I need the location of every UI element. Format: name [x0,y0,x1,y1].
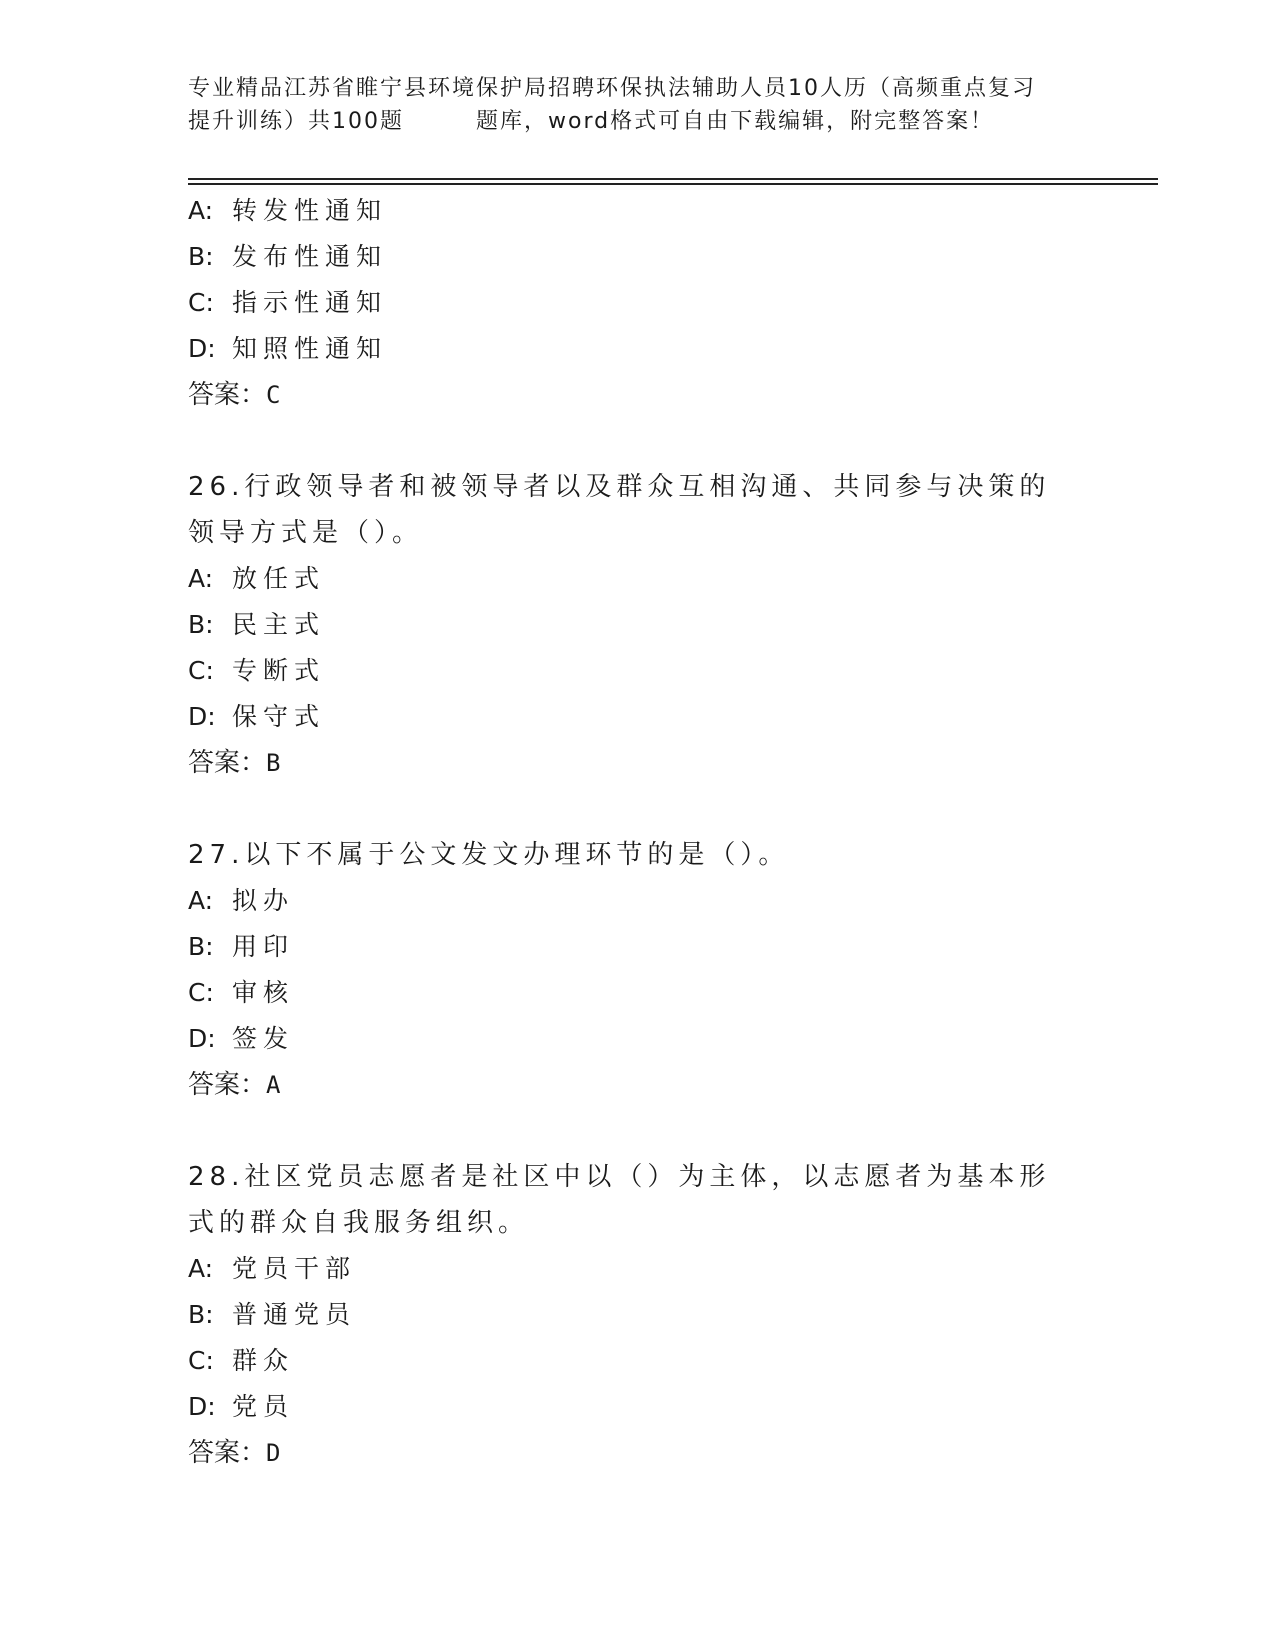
option-letter: C: [188,978,214,1007]
option-letter: D: [188,1024,216,1053]
answer-line [188,1062,1088,1108]
header-line-2 [188,105,1088,138]
option-d [188,1016,1088,1062]
option-letter: B: [188,1300,214,1329]
option-letter: D: [188,702,216,731]
answer-value: C [266,381,281,409]
question-text: 27.以下不属于公文发文办理环节的是（）。 [188,840,790,870]
answer-line [188,1430,1088,1476]
header-divider-bottom [188,183,1158,185]
question-block [188,832,1088,1108]
option-c [188,648,1088,694]
option-text: 知照性通知 [232,334,388,363]
option-letter: B: [188,932,214,961]
option-d [188,694,1088,740]
option-a [188,878,1088,924]
option-text: 签发 [232,1024,295,1053]
answer-line [188,372,1088,418]
option-letter: B: [188,610,214,639]
option-b [188,924,1088,970]
option-text: 专断式 [232,656,326,685]
option-a [188,188,1088,234]
question-block [188,188,1088,418]
option-letter: A: [188,564,214,593]
question-list [188,188,1088,1476]
option-a [188,556,1088,602]
page-header [188,72,1088,138]
header-line-2-part-b: 题库，word格式可自由下载编辑，附完整答案！ [476,109,995,134]
option-letter: A: [188,196,214,225]
option-letter: D: [188,1392,216,1421]
option-d [188,326,1088,372]
option-text: 普通党员 [232,1300,357,1329]
option-b [188,1292,1088,1338]
option-letter: D: [188,334,216,363]
answer-label: 答案： [188,380,267,410]
question-block [188,464,1088,786]
answer-label: 答案： [188,748,267,778]
answer-value: B [266,749,281,777]
option-text: 党员 [232,1392,295,1421]
option-text: 民主式 [232,610,326,639]
answer-line [188,740,1088,786]
option-text: 群众 [232,1346,295,1375]
option-text: 用印 [232,932,295,961]
option-text: 转发性通知 [232,196,388,225]
header-line-2-part-a: 提升训练）共100题 [188,109,404,134]
option-text: 放任式 [232,564,326,593]
option-text: 指示性通知 [232,288,388,317]
option-b [188,602,1088,648]
option-letter: C: [188,656,214,685]
option-letter: C: [188,288,214,317]
header-line-1: 专业精品江苏省睢宁县环境保护局招聘环保执法辅助人员10人历（高频重点复习 [188,76,1036,101]
question-block [188,1154,1088,1476]
option-letter: C: [188,1346,214,1375]
option-c [188,1338,1088,1384]
option-c [188,280,1088,326]
option-d [188,1384,1088,1430]
header-divider-top [188,178,1158,180]
answer-label: 答案： [188,1070,267,1100]
option-letter: A: [188,1254,214,1283]
option-text: 保守式 [232,702,326,731]
question-text: 26.行政领导者和被领导者以及群众互相沟通、共同参与决策的领导方式是（）。 [188,472,1051,548]
option-text: 审核 [232,978,295,1007]
option-letter: A: [188,886,214,915]
option-text: 发布性通知 [232,242,388,271]
answer-value: D [266,1439,281,1467]
option-text: 拟办 [232,886,295,915]
option-c [188,970,1088,1016]
question-text: 28.社区党员志愿者是社区中以（）为主体，以志愿者为基本形式的群众自我服务组织。 [188,1162,1051,1238]
option-letter: B: [188,242,214,271]
option-text: 党员干部 [232,1254,357,1283]
answer-value: A [266,1071,281,1099]
answer-label: 答案： [188,1438,267,1468]
option-a [188,1246,1088,1292]
option-b [188,234,1088,280]
